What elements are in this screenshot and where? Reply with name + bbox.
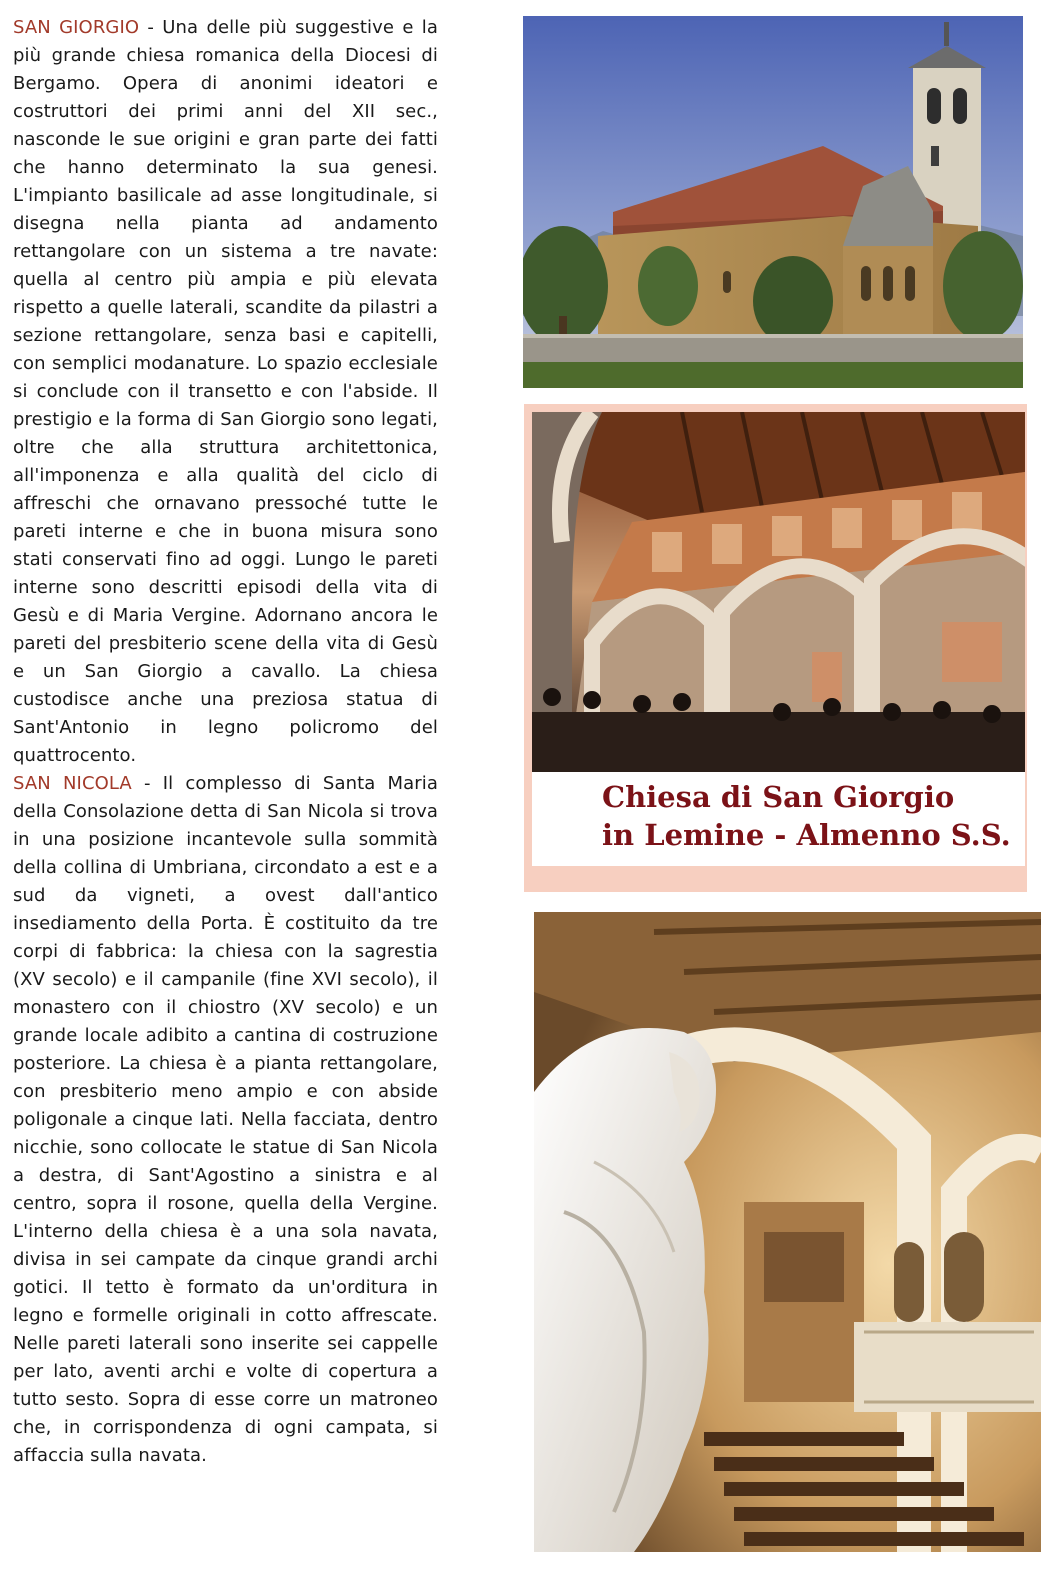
san-giorgio-paragraph xyxy=(13,14,438,770)
san-nicola-interior-photo xyxy=(534,912,1041,1552)
san-nicola-paragraph xyxy=(13,770,438,1470)
san-nicola-heading: SAN NICOLA xyxy=(13,773,132,794)
photo-caption xyxy=(602,778,1022,854)
caption-line-2: in Lemine - Almenno S.S. xyxy=(602,818,1011,852)
san-giorgio-interior-photo xyxy=(532,412,1025,772)
caption-line-1: Chiesa di San Giorgio xyxy=(602,780,955,814)
san-giorgio-exterior-photo xyxy=(523,16,1023,388)
san-nicola-body: - Il complesso di Santa Maria della Consolazione detta di San Nicola si trova in una posizione incantevole sulla sommità della collina di Umbriana, circondato a est e a sud da vigneti, a ovest dall'antico insediamento della Porta. È costituito da tre corpi di fabbrica: la chiesa con la sagrestia (XV secolo) e il campanile (fine XVI secolo), il monastero con il chiostro (XV secolo) e un grande locale adibito a cantina di costruzione posteriore. La chiesa è a pianta rettangolare, con presbiterio meno ampio e con abside poligonale a cinque lati. Nella facciata, dentro nicchie, sono collocate le statue di San Nicola a destra, di Sant'Agostino a sinistra e al centro, sopra il rosone, quella della Vergine. L'interno della chiesa è a una sola navata, divisa in sei campate da cinque grandi archi gotici. Il tetto è formato da un'orditura in legno e formelle originali in cotto affrescate. Nelle pareti laterali sono inserite sei cappelle per lato, aventi archi e volte di copertura a tutto sesto. Sopra di esse corre un matroneo che, in corrispondenza di ogni campata, si affaccia sulla navata. xyxy=(13,773,439,1466)
san-giorgio-heading: SAN GIORGIO xyxy=(13,17,140,38)
article-text xyxy=(13,14,438,1470)
san-giorgio-body: - Una delle più suggestive e la più grande chiesa romanica della Diocesi di Bergamo. Opera di anonimi ideatori e costruttori dei primi anni del XII sec., nasconde le sue origini e gran parte dei fatti che hanno determinato la sua genesi. L'impianto basilicale ad asse longitudinale, si disegna nella pianta ad andamento rettangolare con un sistema a tre navate: quella al centro più ampia e più elevata rispetto a quelle laterali, scandite da pilastri a sezione rettangolare, senza basi e capitelli, con semplici modanature. Lo spazio ecclesiale si conclude con il transetto e con l'abside. Il prestigio e la forma di San Giorgio sono legati, oltre che alla struttura architettonica, all'imponenza e alla qualità del ciclo di affreschi che ornavano pressoché tutte le pareti interne e che in buona misura sono stati conservati fino ad oggi. Lungo le pareti interne sono descritti episodi della vita di Gesù e di Maria Vergine. Adornano ancora le pareti del presbiterio scene della vita di Gesù e un San Giorgio a cavallo. La chiesa custodisce anche una preziosa statua di Sant'Antonio in legno policromo del quattrocento. xyxy=(13,17,438,766)
